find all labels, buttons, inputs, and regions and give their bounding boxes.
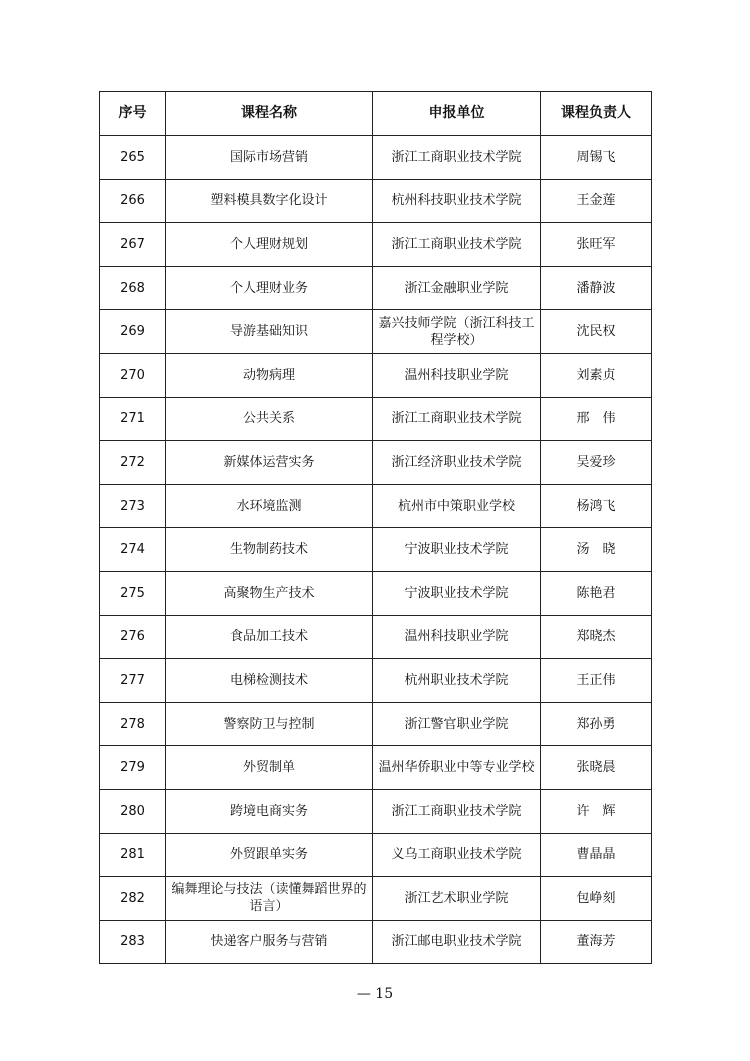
cell-course-lead: 陈艳君	[541, 571, 652, 615]
cell-applicant-unit: 浙江工商职业技术学院	[373, 136, 541, 180]
cell-course-name: 生物制药技术	[166, 528, 373, 572]
table-row	[100, 223, 652, 267]
table-row	[100, 353, 652, 397]
cell-number: 282	[100, 877, 166, 921]
table-row	[100, 877, 652, 921]
cell-applicant-unit: 宁波职业技术学院	[373, 571, 541, 615]
cell-course-lead: 汤 晓	[541, 528, 652, 572]
cell-number: 267	[100, 223, 166, 267]
cell-applicant-unit: 杭州职业技术学院	[373, 659, 541, 703]
cell-applicant-unit: 浙江金融职业学院	[373, 266, 541, 310]
header-course-name: 课程名称	[166, 92, 373, 136]
cell-course-lead: 包峥刻	[541, 877, 652, 921]
cell-course-name: 快递客户服务与营销	[166, 920, 373, 964]
table-row	[100, 746, 652, 790]
cell-course-name: 编舞理论与技法（读懂舞蹈世界的语言）	[166, 877, 373, 921]
cell-applicant-unit: 义乌工商职业技术学院	[373, 833, 541, 877]
cell-course-lead: 潘静波	[541, 266, 652, 310]
table-row	[100, 179, 652, 223]
cell-number: 278	[100, 702, 166, 746]
cell-number: 275	[100, 571, 166, 615]
cell-applicant-unit: 浙江邮电职业技术学院	[373, 920, 541, 964]
cell-number: 273	[100, 484, 166, 528]
cell-course-name: 动物病理	[166, 353, 373, 397]
cell-number: 276	[100, 615, 166, 659]
table-row	[100, 615, 652, 659]
cell-course-lead: 王正伟	[541, 659, 652, 703]
table-row	[100, 571, 652, 615]
cell-course-name: 公共关系	[166, 397, 373, 441]
cell-number: 283	[100, 920, 166, 964]
header-number: 序号	[100, 92, 166, 136]
cell-applicant-unit: 浙江经济职业技术学院	[373, 441, 541, 485]
cell-course-name: 导游基础知识	[166, 310, 373, 354]
cell-course-name: 外贸制单	[166, 746, 373, 790]
cell-course-lead: 周锡飞	[541, 136, 652, 180]
cell-number: 268	[100, 266, 166, 310]
table-row	[100, 136, 652, 180]
table-row	[100, 266, 652, 310]
cell-course-lead: 郑孙勇	[541, 702, 652, 746]
header-applicant-unit: 申报单位	[373, 92, 541, 136]
cell-number: 269	[100, 310, 166, 354]
cell-number: 272	[100, 441, 166, 485]
table-row	[100, 441, 652, 485]
cell-course-lead: 杨鸿飞	[541, 484, 652, 528]
cell-number: 274	[100, 528, 166, 572]
cell-course-name: 国际市场营销	[166, 136, 373, 180]
cell-course-lead: 刘素贞	[541, 353, 652, 397]
cell-course-name: 个人理财业务	[166, 266, 373, 310]
cell-applicant-unit: 嘉兴技师学院（浙江科技工程学校）	[373, 310, 541, 354]
cell-number: 270	[100, 353, 166, 397]
cell-number: 279	[100, 746, 166, 790]
page-number: — 15	[356, 986, 394, 1002]
cell-course-lead: 张晓晨	[541, 746, 652, 790]
cell-number: 281	[100, 833, 166, 877]
cell-applicant-unit: 浙江艺术职业学院	[373, 877, 541, 921]
table-row	[100, 528, 652, 572]
cell-applicant-unit: 温州科技职业学院	[373, 615, 541, 659]
table-row	[100, 920, 652, 964]
cell-applicant-unit: 温州华侨职业中等专业学校	[373, 746, 541, 790]
cell-course-lead: 郑晓杰	[541, 615, 652, 659]
cell-number: 271	[100, 397, 166, 441]
cell-course-name: 个人理财规划	[166, 223, 373, 267]
table-row	[100, 789, 652, 833]
cell-course-lead: 吴爱珍	[541, 441, 652, 485]
cell-course-name: 新媒体运营实务	[166, 441, 373, 485]
cell-course-lead: 许 辉	[541, 789, 652, 833]
cell-applicant-unit: 浙江工商职业技术学院	[373, 223, 541, 267]
cell-number: 266	[100, 179, 166, 223]
cell-course-name: 跨境电商实务	[166, 789, 373, 833]
table-body	[100, 136, 652, 964]
cell-course-name: 塑料模具数字化设计	[166, 179, 373, 223]
cell-course-lead: 张旺军	[541, 223, 652, 267]
table-row	[100, 833, 652, 877]
cell-applicant-unit: 宁波职业技术学院	[373, 528, 541, 572]
table-row	[100, 702, 652, 746]
cell-course-lead: 沈民权	[541, 310, 652, 354]
course-table	[99, 91, 652, 964]
cell-course-name: 水环境监测	[166, 484, 373, 528]
table-row	[100, 397, 652, 441]
cell-applicant-unit: 浙江工商职业技术学院	[373, 397, 541, 441]
table-header-row	[100, 92, 652, 136]
cell-number: 277	[100, 659, 166, 703]
cell-course-name: 高聚物生产技术	[166, 571, 373, 615]
table-row	[100, 484, 652, 528]
cell-applicant-unit: 杭州科技职业技术学院	[373, 179, 541, 223]
cell-number: 265	[100, 136, 166, 180]
cell-course-name: 电梯检测技术	[166, 659, 373, 703]
cell-course-lead: 邢 伟	[541, 397, 652, 441]
cell-course-lead: 董海芳	[541, 920, 652, 964]
cell-course-name: 食品加工技术	[166, 615, 373, 659]
cell-course-name: 警察防卫与控制	[166, 702, 373, 746]
cell-course-lead: 王金莲	[541, 179, 652, 223]
cell-applicant-unit: 浙江工商职业技术学院	[373, 789, 541, 833]
cell-applicant-unit: 浙江警官职业学院	[373, 702, 541, 746]
table-row	[100, 310, 652, 354]
cell-course-name: 外贸跟单实务	[166, 833, 373, 877]
cell-course-lead: 曹晶晶	[541, 833, 652, 877]
cell-number: 280	[100, 789, 166, 833]
header-course-lead: 课程负责人	[541, 92, 652, 136]
cell-applicant-unit: 杭州市中策职业学校	[373, 484, 541, 528]
table-row	[100, 659, 652, 703]
cell-applicant-unit: 温州科技职业学院	[373, 353, 541, 397]
